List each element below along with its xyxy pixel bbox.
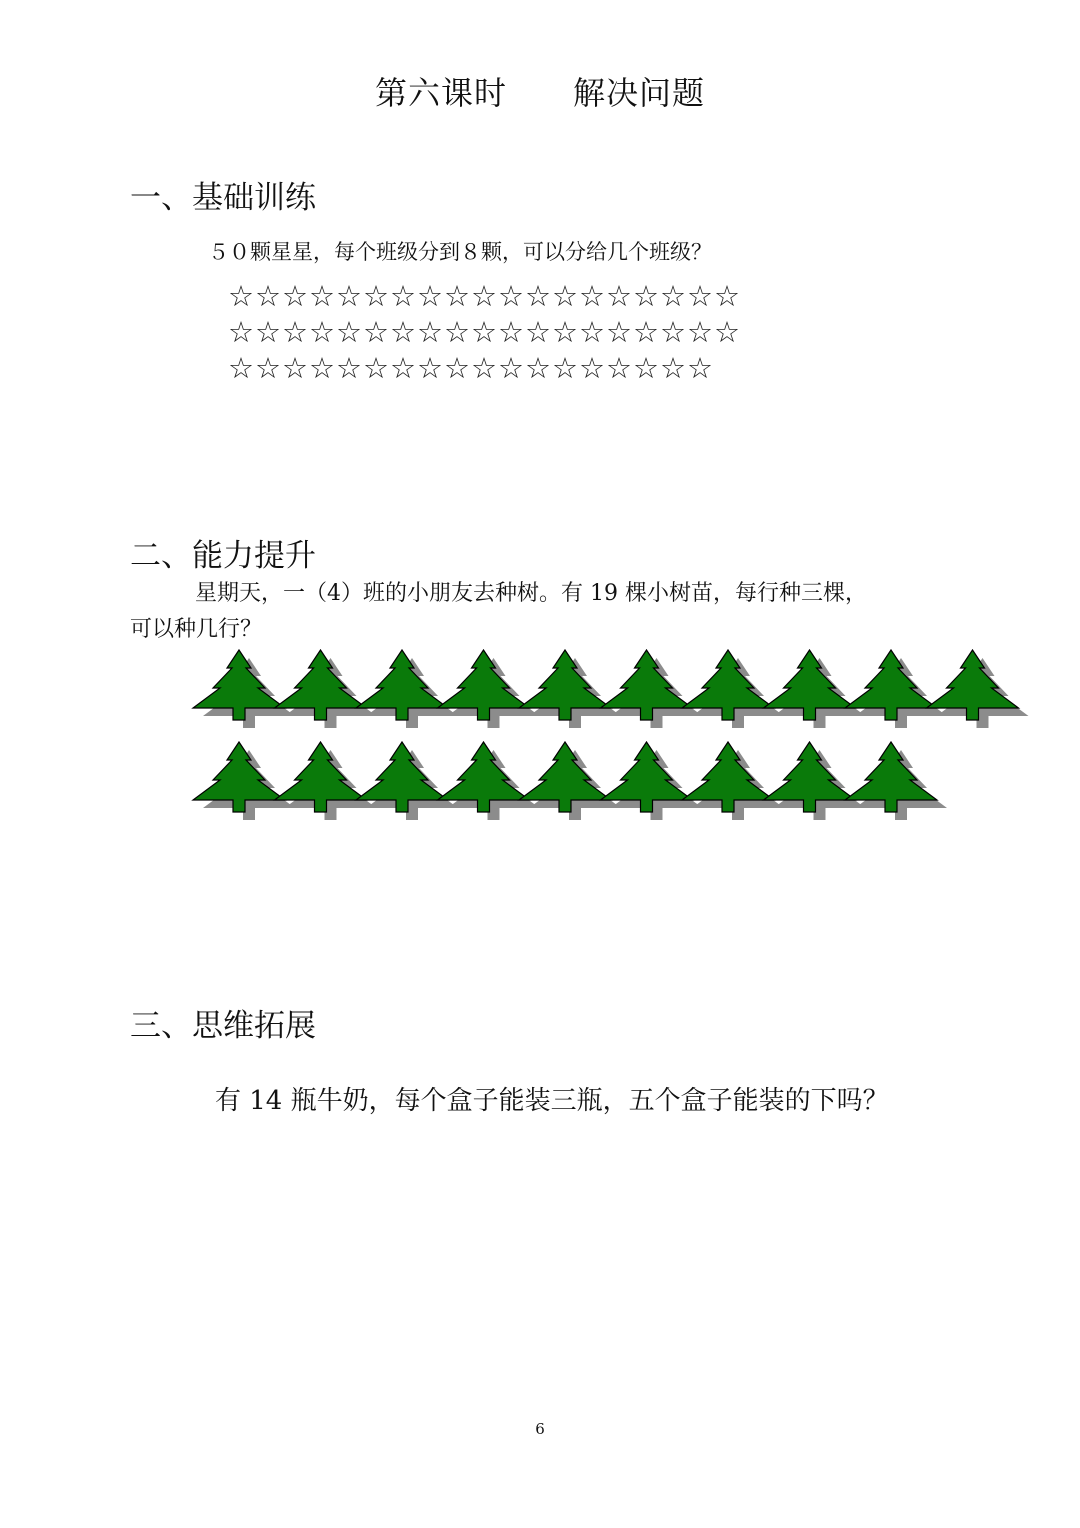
- section-ability-heading: 二、能力提升: [130, 538, 316, 574]
- milk-question: 有 14 瓶牛奶，每个盒子能装三瓶，五个盒子能装的下吗？: [215, 1086, 889, 1116]
- tree-1-4: [438, 650, 540, 728]
- section-thinking-heading: 三、思维拓展: [130, 1008, 316, 1044]
- page-number: 6: [535, 1420, 545, 1438]
- tree-1-5: [519, 650, 621, 728]
- tree-2-7: [682, 742, 784, 820]
- tree-2-2: [275, 742, 377, 820]
- tree-1-2: [275, 650, 377, 728]
- trees-question-line-2: 可以种几行？: [130, 617, 263, 642]
- trees-question-line-1: 星期天，一（4）班的小朋友去种树。有 19 棵小树苗，每行种三棵，: [195, 581, 867, 606]
- tree-2-5: [519, 742, 621, 820]
- page-title: 第六课时 解决问题: [374, 74, 705, 112]
- tree-2-8: [764, 742, 866, 820]
- section-basic-training-heading: 一、基础训练: [130, 180, 316, 216]
- tree-2-4: [438, 742, 540, 820]
- tree-1-6: [601, 650, 703, 728]
- star-row-1: ☆☆☆☆☆☆☆☆☆☆☆☆☆☆☆☆☆☆☆: [228, 279, 741, 313]
- tree-1-8: [764, 650, 866, 728]
- tree-2-1: [193, 742, 295, 820]
- tree-2-9: [845, 742, 947, 820]
- star-row-3: ☆☆☆☆☆☆☆☆☆☆☆☆☆☆☆☆☆☆: [228, 351, 714, 385]
- tree-1-9: [845, 650, 947, 728]
- tree-2-6: [601, 742, 703, 820]
- tree-1-7: [682, 650, 784, 728]
- star-row-2: ☆☆☆☆☆☆☆☆☆☆☆☆☆☆☆☆☆☆☆: [228, 315, 741, 349]
- stars-question: ５０颗星星，每个班级分到８颗，可以分给几个班级？: [208, 240, 712, 264]
- tree-1-10: [927, 650, 1029, 728]
- tree-2-3: [356, 742, 458, 820]
- tree-1-1: [193, 650, 295, 728]
- tree-1-3: [356, 650, 458, 728]
